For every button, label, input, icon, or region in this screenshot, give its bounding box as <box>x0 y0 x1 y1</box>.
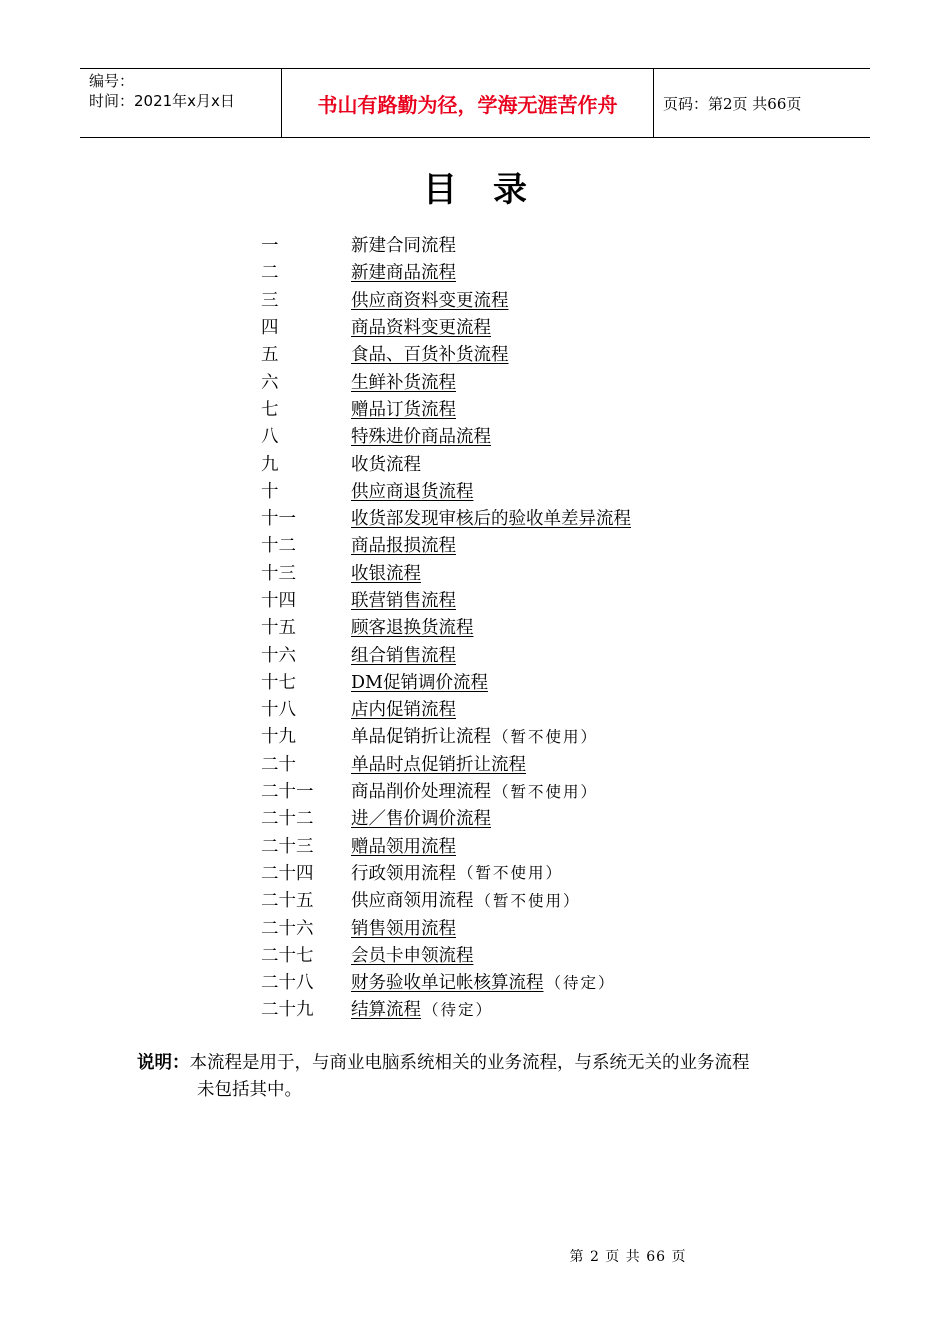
toc-item-link[interactable]: 赠品领用流程 <box>351 836 456 857</box>
explanation-note <box>137 1050 837 1104</box>
toc-item-number: 十九 <box>261 727 296 748</box>
toc-item-number: 十三 <box>261 563 296 584</box>
toc-item <box>261 886 781 913</box>
toc-item-number: 十 <box>261 481 279 502</box>
header-motto: 书山有路勤为径，学海无涯苦作舟 <box>281 69 654 137</box>
toc-item-link[interactable]: 进／售价调价流程 <box>351 809 491 830</box>
toc-item-title: 收货流程 <box>351 454 421 475</box>
toc-item-link[interactable]: 商品报损流程 <box>351 536 456 557</box>
toc-item-link[interactable]: 收货部发现审核后的验收单差异流程 <box>351 509 631 530</box>
toc-item-link[interactable]: 特殊进价商品流程 <box>351 427 491 448</box>
toc-item[interactable] <box>261 531 781 558</box>
note-label: 说明： <box>137 1053 190 1073</box>
toc-item-note: （暂不使用） <box>493 782 599 801</box>
toc-item-link[interactable]: 联营销售流程 <box>351 591 456 611</box>
toc-item-link[interactable]: 供应商退货流程 <box>351 481 474 502</box>
toc-item <box>261 449 781 476</box>
toc-item-number: 二十八 <box>261 973 314 994</box>
toc-item-link[interactable]: 店内促销流程 <box>351 700 456 721</box>
toc-item-number: 二十四 <box>261 863 314 884</box>
toc-item-link[interactable]: 组合销售流程 <box>351 645 456 666</box>
toc-item-number: 十八 <box>261 700 296 721</box>
toc-item[interactable] <box>261 695 781 722</box>
toc-item[interactable] <box>261 504 781 531</box>
toc-item[interactable] <box>261 313 781 340</box>
toc-item-number: 三 <box>261 290 279 311</box>
toc-item-number: 十一 <box>261 509 296 530</box>
toc-item-number: 一 <box>261 236 279 257</box>
toc-item[interactable] <box>261 913 781 940</box>
toc-item-title: 新建合同流程 <box>351 236 456 257</box>
toc-item-number: 十二 <box>261 536 296 557</box>
toc-item-note: （暂不使用） <box>458 864 564 883</box>
toc-item-link[interactable]: 会员卡申领流程 <box>351 945 474 966</box>
toc-item-title: 行政领用流程 <box>351 863 456 884</box>
header-page-info: 页码：第2页 共66页 <box>663 94 802 113</box>
toc-item[interactable] <box>261 258 781 285</box>
toc-item-link[interactable]: 结算流程 <box>351 1000 421 1021</box>
toc-item[interactable] <box>261 559 781 586</box>
toc-item[interactable] <box>261 613 781 640</box>
note-line-2: 未包括其中。 <box>197 1080 302 1100</box>
toc-item-number: 二十七 <box>261 945 314 966</box>
toc-item-number: 二十九 <box>261 1000 314 1021</box>
toc-item-link[interactable]: 财务验收单记帐核算流程 <box>351 973 544 994</box>
toc-item <box>261 859 781 886</box>
toc-item-number: 二十五 <box>261 891 314 912</box>
toc-item-link[interactable]: 生鲜补货流程 <box>351 372 456 393</box>
time-label: 时间：2021年x月x日 <box>89 92 235 110</box>
toc-item-number: 二 <box>261 263 279 284</box>
toc-item <box>261 722 781 749</box>
toc-item[interactable] <box>261 668 781 695</box>
toc-item[interactable] <box>261 395 781 422</box>
toc-item[interactable] <box>261 832 781 859</box>
toc-item-link[interactable]: DM促销调价流程 <box>351 672 488 693</box>
toc-item-link[interactable]: 顾客退换货流程 <box>351 618 474 639</box>
toc-item-title: 商品削价处理流程 <box>351 782 491 803</box>
toc-item[interactable] <box>261 804 781 831</box>
toc-item[interactable] <box>261 941 781 968</box>
toc-item-note: （待定） <box>545 973 616 992</box>
toc-item[interactable] <box>261 640 781 667</box>
toc-item[interactable] <box>261 286 781 313</box>
toc-item-link[interactable]: 销售领用流程 <box>351 918 456 939</box>
toc-item-note: （暂不使用） <box>493 727 599 746</box>
toc-item-link[interactable]: 收银流程 <box>351 563 421 584</box>
toc-item-note: （待定） <box>423 1000 494 1019</box>
toc-item-link[interactable]: 新建商品流程 <box>351 263 456 284</box>
toc-item[interactable] <box>261 422 781 449</box>
toc-item[interactable] <box>261 995 781 1022</box>
toc-item-number: 二十一 <box>261 782 314 803</box>
page-footer: 第 2 页 共 66 页 <box>569 1249 687 1265</box>
toc-item-link[interactable]: 商品资料变更流程 <box>351 318 491 339</box>
toc-item-number: 二十六 <box>261 918 314 939</box>
toc-item-link[interactable]: 供应商资料变更流程 <box>351 290 509 311</box>
toc-item-number: 十五 <box>261 618 296 639</box>
toc-item-number: 十六 <box>261 645 296 666</box>
page-title: 目录 <box>423 170 563 210</box>
toc-item-title: 供应商领用流程 <box>351 891 474 912</box>
toc-item-note: （暂不使用） <box>475 891 581 910</box>
toc-item[interactable] <box>261 367 781 394</box>
toc-item[interactable] <box>261 340 781 367</box>
toc-item-link[interactable]: 单品时点促销折让流程 <box>351 754 526 775</box>
header-meta <box>80 69 281 137</box>
toc-item[interactable] <box>261 750 781 777</box>
toc-item[interactable] <box>261 968 781 995</box>
toc-item-number: 二十三 <box>261 836 314 857</box>
toc-item-number: 十七 <box>261 672 296 693</box>
page-header <box>80 68 870 138</box>
table-of-contents <box>261 231 781 1023</box>
number-label: 编号： <box>89 72 135 90</box>
toc-item-number: 二十 <box>261 754 296 775</box>
toc-item-number: 七 <box>261 399 279 420</box>
toc-item-number: 九 <box>261 454 279 475</box>
toc-item-link[interactable]: 食品、百货补货流程 <box>351 345 509 366</box>
toc-item[interactable] <box>261 477 781 504</box>
toc-item-number: 十四 <box>261 591 296 611</box>
toc-item <box>261 777 781 804</box>
toc-item[interactable] <box>261 586 781 613</box>
toc-item-number: 八 <box>261 427 279 448</box>
toc-item-link[interactable]: 赠品订货流程 <box>351 399 456 420</box>
toc-item <box>261 231 781 258</box>
toc-item-title: 单品促销折让流程 <box>351 727 491 748</box>
note-line-1: 本流程是用于，与商业电脑系统相关的业务流程，与系统无关的业务流程 <box>189 1053 750 1073</box>
toc-item-number: 六 <box>261 372 279 393</box>
toc-item-number: 四 <box>261 318 279 339</box>
toc-item-number: 二十二 <box>261 809 314 830</box>
toc-item-number: 五 <box>261 345 279 366</box>
